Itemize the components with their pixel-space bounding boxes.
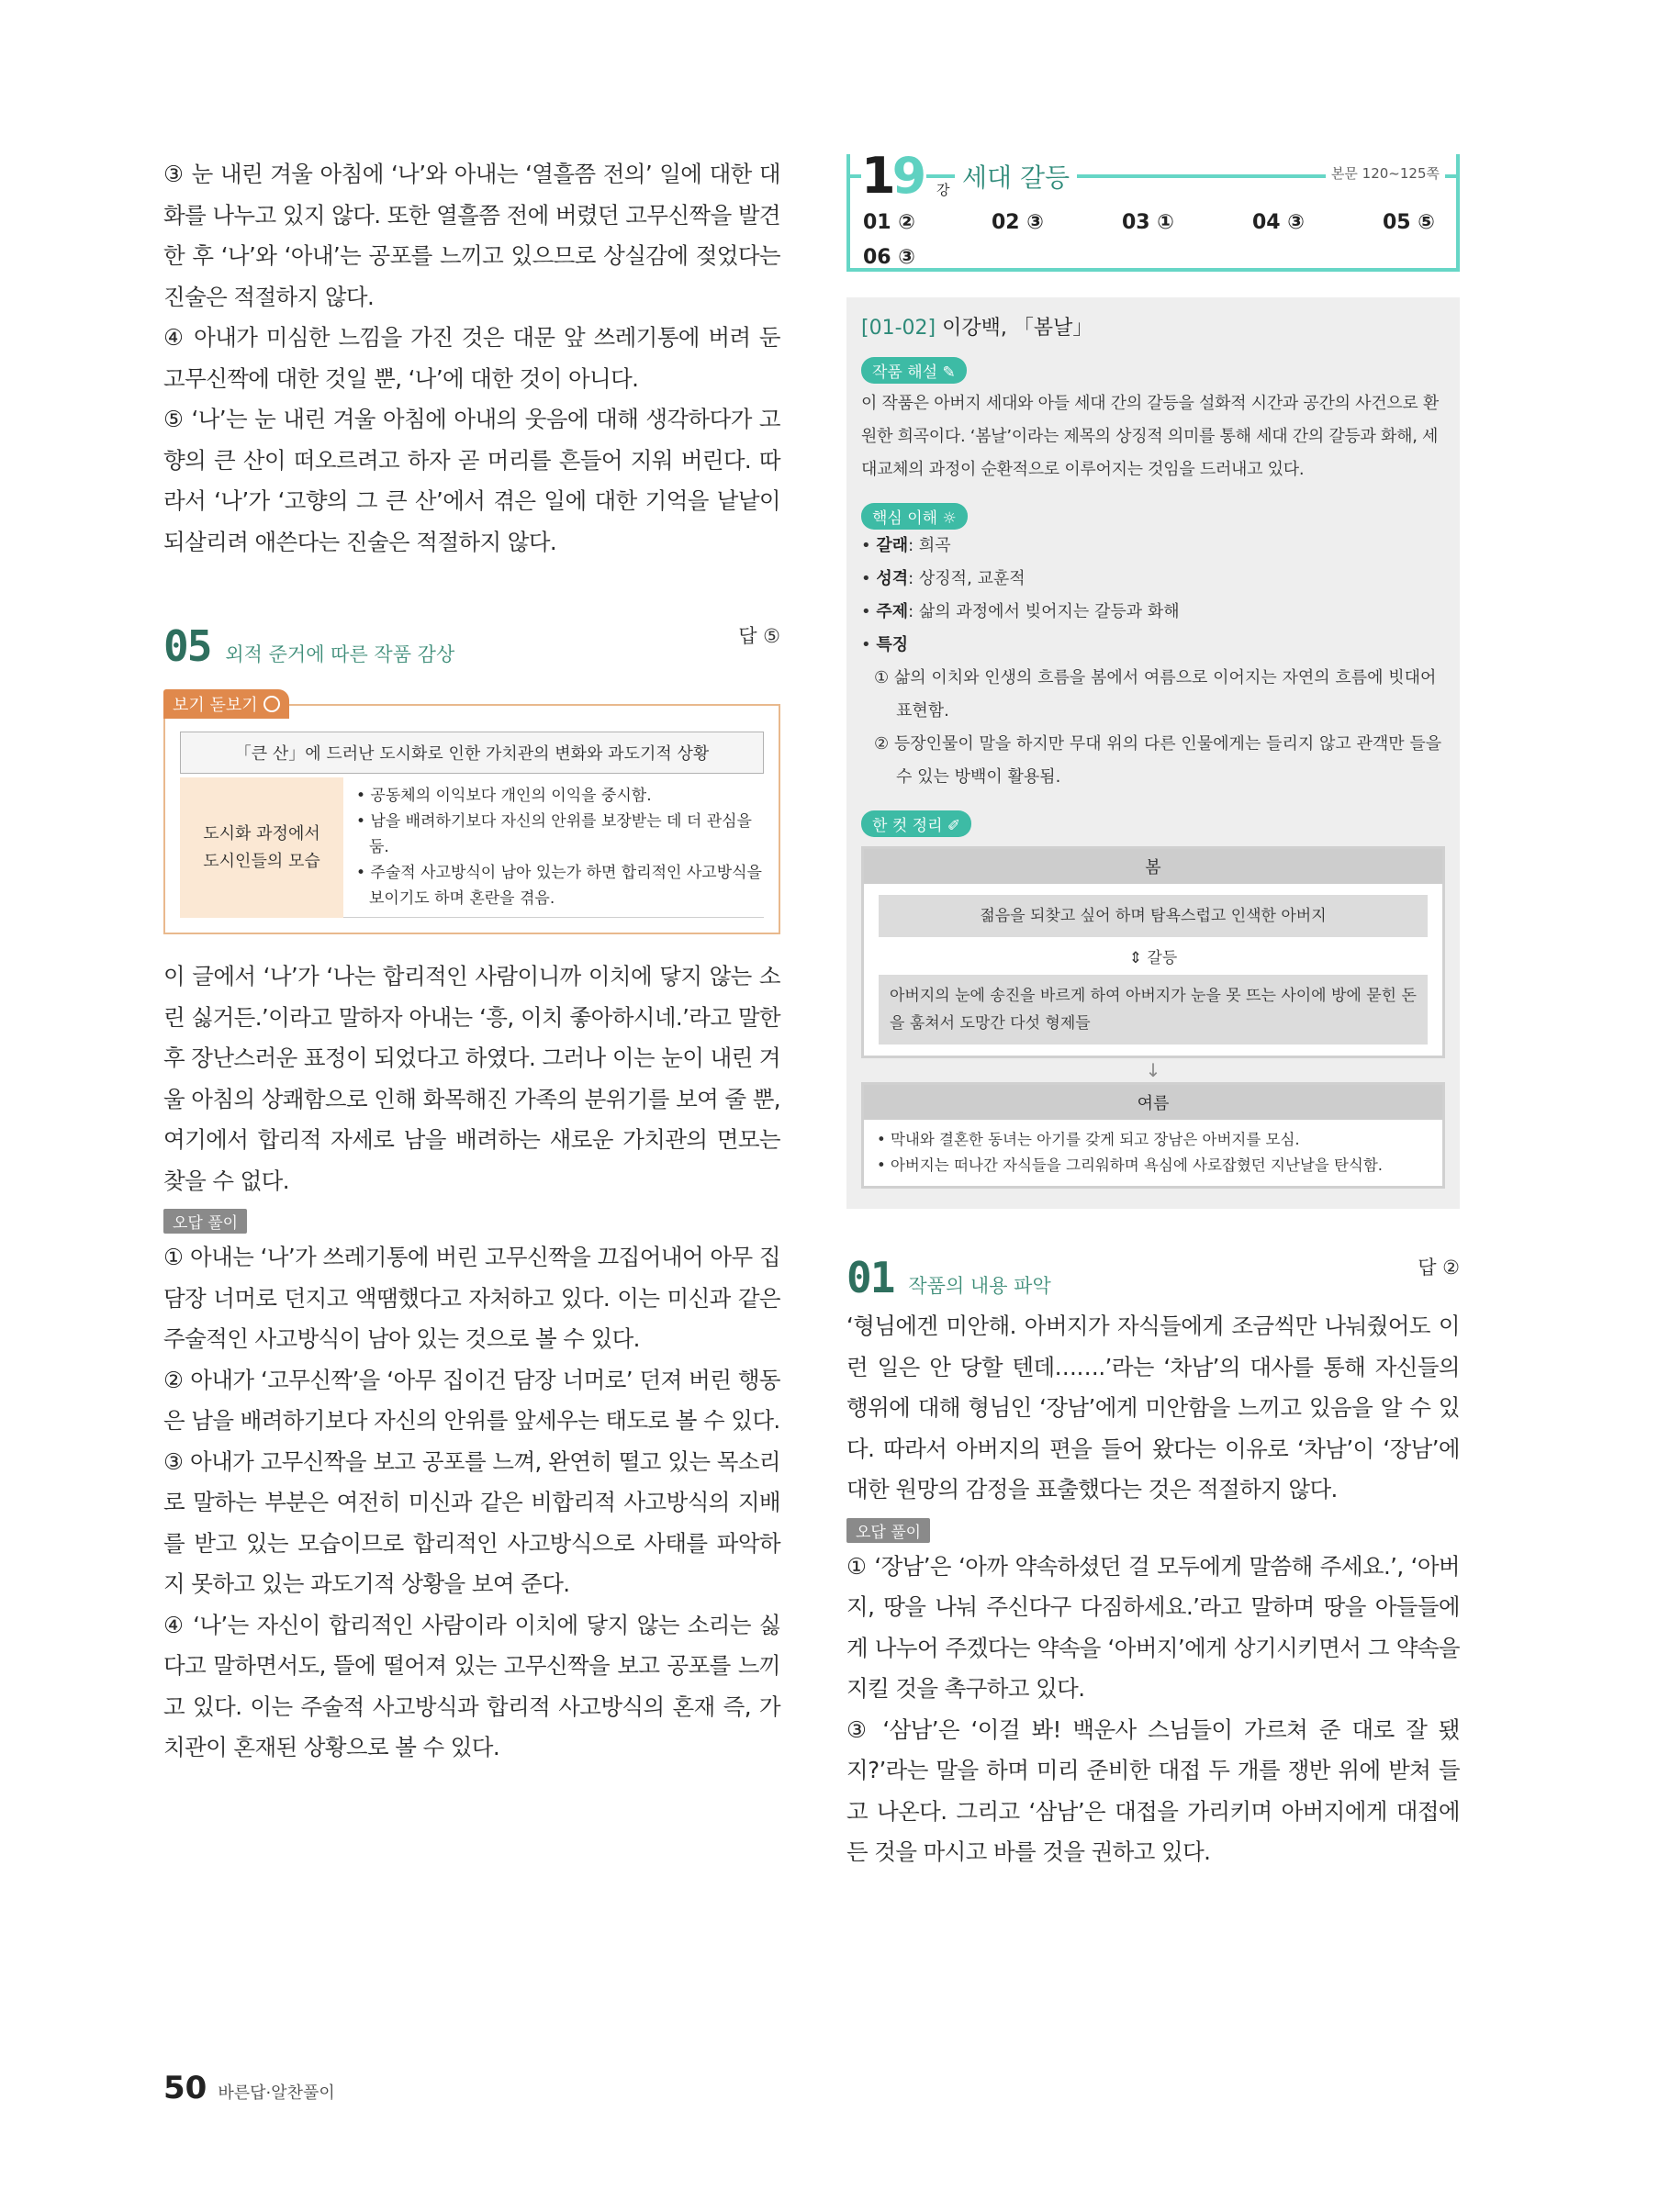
pill-label: 작품 해설 xyxy=(872,363,938,382)
section-answer: 답 ⑤ xyxy=(738,625,780,647)
pill-label: 한 컷 정리 xyxy=(872,817,943,835)
odap-paragraph: ② 아내가 ‘고무신짝’을 ‘아무 집이건 담장 너머로’ 던져 버린 행동은 남을 배려하기보다 자신의 안위를 앞세우는 태도로 볼 수 있다. xyxy=(163,1366,780,1434)
key-bullet: • 주제: 삶의 과정에서 빚어지는 갈등과 화해 xyxy=(861,602,1180,621)
lesson-number-digit: 9 xyxy=(891,147,924,205)
odap-paragraph: ③ ‘삼남’은 ‘이걸 봐! 백운사 스님들이 가르쳐 준 대로 잘 됐지?’라는 말을 하며 미리 준비한 대접 두 개를 쟁반 위에 받쳐 들고 나온다. 그리고 ‘삼남’은 대접을 가리키며 아버지에게 대접에 든 것을 마시고 바를 것을 권하고 있다. xyxy=(846,1715,1460,1865)
paragraph: ④ 아내가 미심한 느낌을 가진 것은 대문 앞 쓰레기통에 버려 둔 고무신짝에 대한 것일 뿐, ‘나’에 대한 것이 아니다. xyxy=(163,324,780,392)
bogi-tab xyxy=(163,689,289,719)
pill-work-analysis xyxy=(861,357,967,384)
paragraph: ⑤ ‘나’는 눈 내린 겨울 아침에 아내의 웃음에 대해 생각하다가 고향의 큰 산이 떠오르려고 하자 곧 머리를 흔들어 지워 버린다. 따라서 ‘나’가 ‘고향의 그 큰 산’에서 겪은 일에 대한 기억을 낱낱이 되살리려 애쓴다는 진술은 적절하지 않다. xyxy=(163,406,780,555)
lesson-title: 세대 갈등 xyxy=(955,158,1077,195)
father-box: 젊음을 되찾고 싶어 하며 탐욕스럽고 인색한 아버지 xyxy=(879,895,1428,937)
bullet-value: : 삶의 과정에서 빚어지는 갈등과 화해 xyxy=(908,602,1180,621)
pill-label: 핵심 이해 xyxy=(872,509,938,528)
bullet-value: : 희곡 xyxy=(908,536,951,555)
spring-box xyxy=(861,846,1445,1058)
bogi-row-label: 도시화 과정에서 도시인들의 모습 xyxy=(180,777,343,918)
lesson-gang: 강 xyxy=(936,182,950,198)
right-column xyxy=(846,147,1460,1873)
bullet-key: 주제 xyxy=(876,602,909,621)
conflict-label: 갈등 xyxy=(1147,949,1178,967)
odap-tag: 오답 풀이 xyxy=(846,1518,930,1543)
book-title: 바른답·알찬풀이 xyxy=(218,2084,335,2103)
lesson-number xyxy=(861,147,926,205)
answer-item: 06 ③ xyxy=(863,246,915,269)
section-01-header xyxy=(846,1253,1460,1302)
answer-item: 01 ② xyxy=(863,211,915,234)
bogi-table-row xyxy=(180,777,764,918)
odap-paragraph: ① 아내는 ‘나’가 쓰레기통에 버린 고무신짝을 끄집어내어 아무 집 담장 너머로 던지고 액땜했다고 자처하고 있다. 이는 미신과 같은 주술적인 사고방식이 남아 있는 것으로 볼 수 있다. xyxy=(163,1244,780,1352)
answer-item: 02 ③ xyxy=(992,211,1044,234)
bogi-box xyxy=(163,696,780,934)
bogi-item: • 남을 배려하기보다 자신의 안위를 보장받는 데 더 관심을 둠. xyxy=(356,812,752,856)
lightbulb-icon: ☼ xyxy=(942,509,957,528)
bogi-item: • 공동체의 이익보다 개인의 이익을 중시함. xyxy=(356,787,652,805)
lesson-pages: 본문 120~125쪽 xyxy=(1326,163,1445,183)
summer-box xyxy=(861,1082,1445,1189)
panel-title xyxy=(861,312,1445,341)
spring-label: 봄 xyxy=(864,849,1442,884)
bogi-item: • 주술적 사고방식이 남아 있는가 하면 합리적인 사고방식을 보이기도 하며 혼란을 겪음. xyxy=(356,864,762,908)
pill-key-understanding xyxy=(861,503,968,530)
page-footer xyxy=(163,2070,335,2106)
left-column xyxy=(163,154,780,1769)
section-answer: 답 ② xyxy=(1418,1257,1460,1279)
work-description: 이 작품은 아버지 세대와 아들 세대 간의 갈등을 설화적 시간과 공간의 사건으로 환원한 희곡이다. ‘봄날’이라는 제목의 상징적 의미를 통해 세대 간의 갈등과 화해, 세대교체의 과정이 순환적으로 이루어지는 것임을 드러내고 있다. xyxy=(861,394,1439,479)
summer-label: 여름 xyxy=(864,1085,1442,1120)
odap-paragraph: ① ‘장남’은 ‘아까 약속하셨던 걸 모두에게 말씀해 주세요.’, ‘아버지, 땅을 나눠 주신다구 다짐하세요.’라고 말하며 땅을 아들들에게 나누어 주겠다는 약속을 ‘아버지’에게 상기시키면서 그 약속을 지킬 것을 촉구하고 있다. xyxy=(846,1552,1460,1702)
explanation-paragraph: 이 글에서 ‘나’가 ‘나는 합리적인 사람이니까 이치에 닿지 않는 소린 싫거든.’이라고 말하자 아내는 ‘흥, 이치 좋아하시네.’라고 말한 후 장난스러운 표정이 되었다고 하였다. 그러나 이는 눈이 내린 겨울 아침의 상쾌함으로 인해 화목해진 가족의 분위기를 보여 줄 뿐, 여기에서 합리적 자세로 남을 배려하는 새로운 가치관의 면모는 찾을 수 없다. xyxy=(163,963,780,1194)
bullet-key: 성격 xyxy=(876,569,909,588)
odap-paragraph: ③ 아내가 고무신짝을 보고 공포를 느껴, 완연히 떨고 있는 목소리로 말하는 부분은 여전히 미신과 같은 비합리적 사고방식의 지배를 받고 있는 모습이므로 합리적인 사고방식으로 사태를 파악하지 못하고 있는 과도기적 상황을 보여 준다. xyxy=(163,1447,780,1597)
section-number: 05 xyxy=(163,621,211,671)
odap-paragraph: ④ ‘나’는 자신이 합리적인 사람이라 이치에 닿지 않는 소리는 싫다고 말하면서도, 뜰에 떨어져 있는 고무신짝을 보고 공포를 느끼고 있다. 이는 주술적 사고방식과 합리적 사고방식의 혼재 즉, 가치관이 혼재된 상황으로 볼 수 있다. xyxy=(163,1611,780,1760)
summer-item: • 아버지는 떠나간 자식들을 그리워하며 욕심에 사로잡혔던 지난날을 탄식함. xyxy=(877,1156,1384,1174)
summer-item: • 막내와 결혼한 동녀는 아기를 갖게 되고 장남은 아버지를 모심. xyxy=(877,1131,1300,1148)
updown-arrow-icon: ⇕ xyxy=(1128,949,1142,967)
answer-item: 03 ① xyxy=(1122,211,1174,234)
lesson-header xyxy=(846,147,1460,272)
spring-content xyxy=(864,884,1442,1056)
feature-item: ② 등장인물이 말을 하지만 무대 위의 다른 인물에게는 들리지 않고 관객만 들을 수 있는 방백이 활용됨. xyxy=(874,734,1442,787)
key-bullet: • 성격: 상징적, 교훈적 xyxy=(861,569,1026,588)
section-number: 01 xyxy=(846,1253,894,1302)
feature-item: ① 삶의 이치와 인생의 흐름을 봄에서 여름으로 이어지는 자연의 흐름에 빗대어 표현함. xyxy=(874,668,1437,721)
page-number: 50 xyxy=(163,2070,207,2106)
paragraph: ③ 눈 내린 겨울 아침에 ‘나’와 아내는 ‘열흘쯤 전의’ 일에 대한 대화를 나누고 있지 않다. 또한 열흘쯤 전에 버렸던 고무신짝을 발견한 후 ‘나’와 ‘아내’는 공포를 느끼고 있으므로 상실감에 젖었다는 진술은 적절하지 않다. xyxy=(163,161,780,310)
key-bullet: • 갈래: 희곡 xyxy=(861,536,951,555)
bullet-key: 특징 xyxy=(876,635,909,654)
section-05-header xyxy=(163,621,780,671)
panel-range: [01-02] xyxy=(861,317,936,340)
lesson-number-digit: 1 xyxy=(861,147,892,205)
explanation-paragraph: ‘형님에겐 미안해. 아버지가 자식들에게 조금씩만 나눠줬어도 이런 일은 안 당할 텐데…….’라는 ‘차남’의 대사를 통해 자신들의 행위에 대해 형님인 ‘장남’에게 미안함을 느끼고 있음을 알 수 있다. 따라서 아버지의 편을 들어 왔다는 이유로 ‘차남’이 ‘장남’에 대한 원망의 감정을 표출했다는 것은 적절하지 않다. xyxy=(846,1313,1460,1503)
bullet-value: : 상징적, 교훈적 xyxy=(908,569,1026,588)
down-arrow-icon: ↓ xyxy=(1145,1059,1161,1081)
bullet-key: 갈래 xyxy=(876,536,909,555)
work-summary-panel xyxy=(846,297,1460,1209)
bogi-row-content xyxy=(343,777,764,918)
answer-item: 05 ⑤ xyxy=(1383,211,1435,234)
magnifier-icon xyxy=(263,696,280,712)
summer-items xyxy=(864,1120,1442,1186)
bogi-heading: 「큰 산」에 드러난 도시화로 인한 가치관의 변화와 과도기적 상황 xyxy=(180,732,764,774)
pen-icon: ✐ xyxy=(947,817,961,835)
bogi-tab-label: 보기 돋보기 xyxy=(173,696,258,715)
section-title: 작품의 내용 파악 xyxy=(908,1275,1051,1297)
pencil-icon: ✎ xyxy=(942,363,956,382)
section-title: 외적 준거에 따른 작품 감상 xyxy=(225,643,455,665)
conflict-row xyxy=(879,937,1428,975)
sons-box: 아버지의 눈에 송진을 바르게 하여 아버지가 눈을 못 뜨는 사이에 방에 묻힌 돈을 훔쳐서 도망간 다섯 형제들 xyxy=(879,975,1428,1045)
pill-one-cut xyxy=(861,810,971,837)
answer-item: 04 ③ xyxy=(1252,211,1305,234)
odap-tag: 오답 풀이 xyxy=(163,1209,247,1234)
panel-work: 이강백, 「봄날」 xyxy=(936,317,1093,340)
key-bullet: • 특징 xyxy=(861,635,909,654)
